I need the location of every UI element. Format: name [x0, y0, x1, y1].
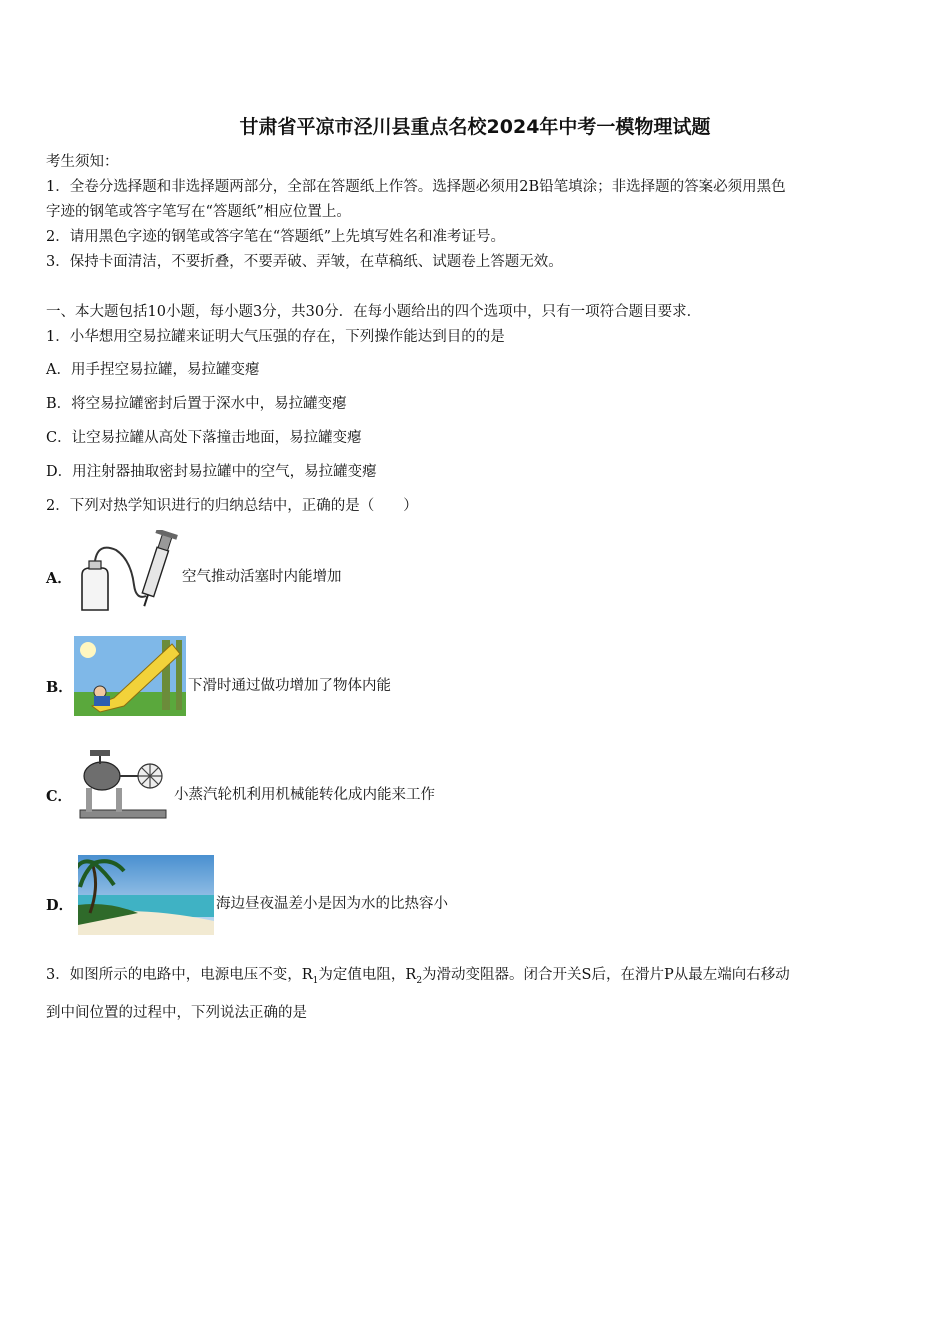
q1-option-d: D．用注射器抽取密封易拉罐中的空气，易拉罐变瘪 [46, 464, 377, 480]
q3-stem-line-2: 到中间位置的过程中，下列说法正确的是 [46, 1005, 307, 1021]
beach-figure [78, 855, 214, 935]
notice-line-1: 1．全卷分选择题和非选择题两部分，全部在答题纸上作答。选择题必须用2B铅笔填涂；非选择题的答案必须用黑色 [46, 179, 786, 195]
q3-stem-line-1 [46, 965, 790, 991]
q2-option-d-label: D． [46, 897, 74, 914]
q2-option-a-label: A． [46, 570, 72, 587]
notice-line-3: 2．请用黑色字迹的钢笔或答字笔在“答题纸”上先填写姓名和准考证号。 [46, 229, 506, 245]
q3-text-1: 3．如图所示的电路中，电源电压不变，R [46, 967, 313, 983]
q2-option-d-text: 海边昼夜温差小是因为水的比热容小 [216, 896, 448, 912]
notice-heading: 考生须知： [46, 154, 119, 170]
slide-figure [74, 636, 186, 716]
q3-sub-1: 1 [312, 975, 319, 986]
page-title: 甘肃省平凉市泾川县重点名校2024年中考一模物理试题 [239, 116, 711, 138]
q2-option-a-text: 空气推动活塞时内能增加 [182, 569, 342, 585]
q2-stem: 2．下列对热学知识进行的归纳总结中，正确的是（ ） [46, 498, 418, 514]
section-heading: 一、本大题包括10小题，每小题3分，共30分．在每小题给出的四个选项中，只有一项符合题目要求． [46, 304, 702, 320]
notice-line-4: 3．保持卡面清洁，不要折叠，不要弄破、弄皱，在草稿纸、试题卷上答题无效。 [46, 254, 563, 270]
q3-text-2: 为定值电阻，R [318, 967, 417, 983]
q2-option-c-label: C． [46, 788, 73, 805]
q1-option-a: A．用手捏空易拉罐，易拉罐变瘪 [46, 362, 260, 378]
q1-stem: 1．小华想用空易拉罐来证明大气压强的存在，下列操作能达到目的的是 [46, 329, 505, 345]
q3-sub-2: 2 [416, 975, 423, 986]
q1-option-b: B．将空易拉罐密封后置于深水中，易拉罐变瘪 [46, 396, 347, 412]
q2-option-b-text: 下滑时通过做功增加了物体内能 [188, 678, 391, 694]
q2-option-b-label: B． [46, 679, 73, 696]
q1-option-c: C．让空易拉罐从高处下落撞击地面，易拉罐变瘪 [46, 430, 362, 446]
q3-text-3: 为滑动变阻器。闭合开关S后，在滑片P从最左端向右移动 [422, 967, 790, 983]
q2-option-c-text: 小蒸汽轮机利用机械能转化成内能来工作 [174, 787, 435, 803]
steam-turbine-figure [76, 744, 172, 824]
pump-bottle-figure [76, 530, 182, 616]
notice-line-2: 字迹的钢笔或答字笔写在“答题纸”相应位置上。 [46, 204, 351, 220]
